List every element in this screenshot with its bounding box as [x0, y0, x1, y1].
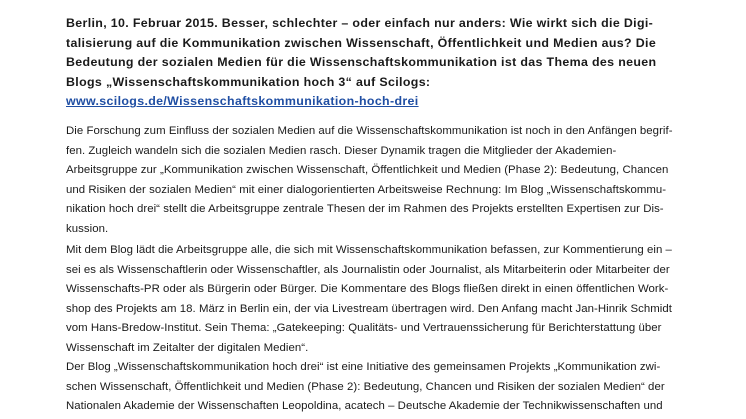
paragraph-line: Wissenschaft im Zeitalter der digitalen Medien“.: [66, 341, 309, 354]
paragraph-line: Die Forschung zum Einfluss der sozialen Medien auf die Wissenschaftskommunikation ist noch in den Anfängen begrif-: [66, 125, 673, 137]
paragraph-line: Mit dem Blog lädt die Arbeitsgruppe alle, die sich mit Wissenschaftskommunikation befassen, zur Kommentierung ein –: [66, 244, 672, 256]
lead-line: Blogs „Wissenschaftskommunikation hoch 3“ auf Scilogs:: [66, 74, 431, 89]
paragraph-line: Nationalen Akademie der Wissenschaften Leopoldina, acatech – Deutsche Akademie der Technikwissenschaften und: [66, 400, 663, 413]
scilogs-blog-link[interactable]: www.scilogs.de/Wissenschaftskommunikation-hoch-drei: [66, 94, 419, 109]
paragraph-line: und Risiken der sozialen Medien“ mit einer dialogorientierten Arbeitsweise Rechnung: Im Blog „Wissenschaftskommu-: [66, 183, 667, 196]
paragraph-line: vom Hans-Bredow-Institut. Sein Thema: „Gatekeeping: Qualitäts- und Vertrauenssicherung für Berichterstattung über: [66, 322, 662, 335]
paragraph-line: shop des Projekts am 18. März in Berlin ein, der via Livestream übertragen wird. Den Anfang macht Jan-Hinrik Schmidt: [66, 302, 672, 315]
lead-line: talisierung auf die Kommunikation zwischen Wissenschaft, Öffentlichkeit und Medien aus? Die: [66, 35, 657, 50]
lead-line: Bedeutung der sozialen Medien für die Wissenschaftskommunikation ist das Thema des neuen: [66, 55, 657, 70]
lead-line: Berlin, 10. Februar 2015. Besser, schlechter – oder einfach nur anders: Wie wirkt sich die Digi-: [66, 16, 654, 30]
body-paragraph-invitation: [66, 241, 688, 359]
body-paragraph-research: [66, 122, 688, 240]
paragraph-line: nikation hoch drei“ stellt die Arbeitsgruppe zentrale Thesen der im Rahmen des Projekts erstellten Expertisen zur Dis-: [66, 203, 664, 216]
paragraph-line: Wissenschafts-PR oder als Bürgerin oder Bürger. Die Kommentare des Blogs fließen direkt in einen öffentlichen Work-: [66, 283, 669, 296]
paragraph-line: sei es als Wissenschaftlerin oder Wissenschaftler, als Journalistin oder Journalist, als Mitarbeiterin oder Mitarbeiter der: [66, 263, 670, 276]
paragraph-line: kussion.: [66, 222, 109, 235]
paragraph-line: fen. Zugleich wandeln sich die sozialen Medien rasch. Dieser Dynamik tragen die Mitglieder der Akademien-: [66, 144, 617, 157]
paragraph-line: Arbeitsgruppe zur „Kommunikation zwischen Wissenschaft, Öffentlichkeit und Medien (Phase 2): Bedeutung, Chancen: [66, 164, 669, 177]
paragraph-line: schen Wissenschaft, Öffentlichkeit und Medien (Phase 2): Bedeutung, Chancen und Risiken der sozialen Medien“ der: [66, 380, 665, 393]
paragraph-line: Der Blog „Wissenschaftskommunikation hoch drei“ ist eine Initiative des gemeinsamen Projekts „Kommunikation zwi-: [66, 361, 661, 373]
body-paragraph-initiative: [66, 358, 688, 417]
lead-paragraph: [66, 14, 686, 112]
